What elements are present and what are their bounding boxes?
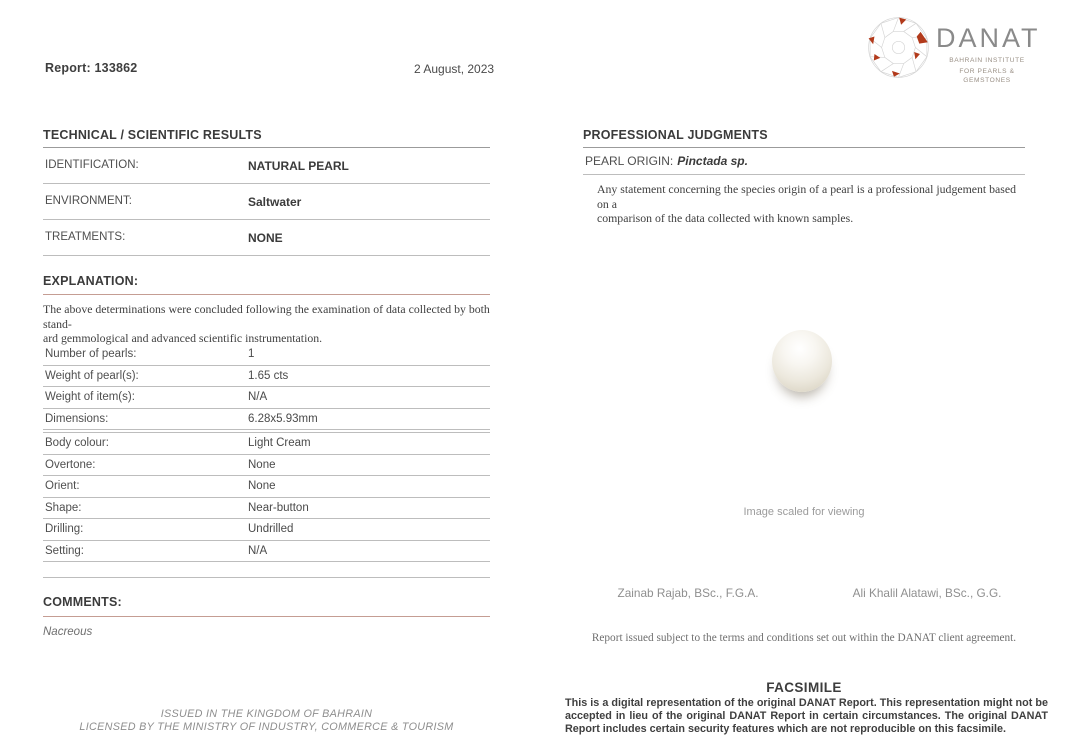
row-value: 1 — [248, 348, 255, 360]
row-label: Orient: — [45, 480, 80, 492]
signature-right: Ali Khalil Alatawi, BSc., G.G. — [852, 586, 1002, 600]
issuer-footnote — [43, 708, 490, 734]
report-number: Report: 133862 — [45, 61, 138, 75]
facsimile-title: FACSIMILE — [766, 680, 842, 695]
professional-judgments-section — [583, 128, 1025, 226]
pearl-origin-value: Pinctada sp. — [677, 154, 748, 168]
row-value: NATURAL PEARL — [248, 159, 349, 173]
pearl-details-primary — [43, 344, 490, 430]
row-value: Near-button — [248, 501, 309, 514]
technical-section-title: TECHNICAL / SCIENTIFIC RESULTS — [43, 128, 262, 142]
divider — [43, 616, 490, 617]
footer-licensed: LICENSED BY THE MINISTRY OF INDUSTRY, COMMERCE & TOURISM — [79, 721, 454, 733]
row-label: Overtone: — [45, 458, 96, 471]
footer-issued: ISSUED IN THE KINGDOM OF BAHRAIN — [160, 708, 373, 720]
row-label: Body colour: — [45, 437, 109, 449]
table-row — [43, 184, 490, 220]
table-row — [43, 519, 490, 541]
row-label: Setting: — [45, 544, 84, 557]
judgment-note — [597, 182, 1025, 226]
table-row — [43, 344, 490, 366]
row-value: None — [248, 458, 276, 471]
pearl-origin-label: PEARL ORIGIN: — [585, 154, 674, 168]
table-row — [43, 387, 490, 409]
row-value: Saltwater — [248, 195, 302, 209]
row-value: N/A — [248, 544, 268, 557]
comments-section — [43, 595, 490, 638]
report-date: 2 August, 2023 — [414, 62, 495, 76]
row-label: Drilling: — [45, 523, 84, 535]
pearl-origin-row — [583, 148, 1025, 175]
row-value: NONE — [248, 231, 283, 245]
judgment-note-line: comparison of the data collected with known samples. — [597, 211, 854, 225]
explanation-line: ard gemmological and advanced scientific instrumentation. — [43, 331, 323, 345]
comments-text: Nacreous — [43, 626, 93, 638]
row-value: 6.28x5.93mm — [248, 412, 318, 425]
logo-subtitle-1: BAHRAIN INSTITUTE — [949, 57, 1025, 64]
terms-text: Report issued subject to the terms and conditions set out within the DANAT client agreement. — [591, 632, 1017, 644]
row-label: TREATMENTS: — [45, 231, 126, 243]
pearl-details-secondary — [43, 432, 490, 562]
divider — [43, 577, 490, 578]
danat-wordmark — [936, 22, 1041, 85]
explanation-title: EXPLANATION: — [43, 274, 139, 288]
table-row — [43, 476, 490, 498]
explanation-line: The above determinations were concluded following the examination of data collected by both stand- — [43, 302, 490, 331]
table-row — [43, 148, 490, 184]
image-caption: Image scaled for viewing — [743, 506, 865, 518]
row-label: Shape: — [45, 501, 82, 514]
pearl-image — [772, 330, 832, 392]
table-row — [43, 498, 490, 520]
row-value: Undrilled — [248, 523, 294, 535]
table-row — [43, 541, 490, 563]
logo-name: DANAT — [936, 23, 1041, 53]
judgment-note-line: Any statement concerning the species origin of a pearl is a professional judgement based on a — [597, 182, 1016, 211]
table-row — [43, 433, 490, 455]
judgments-title: PROFESSIONAL JUDGMENTS — [583, 128, 768, 142]
table-row — [43, 366, 490, 388]
facsimile-text: This is a digital representation of the original DANAT Report. This representation might not be accepted in lieu of the original DANAT Report in certain circumstances. The original DANAT Report includes certain security features which are not reproducible on this facsimile. — [565, 697, 1048, 735]
row-value: Light Cream — [248, 437, 311, 449]
row-label: ENVIRONMENT: — [45, 195, 132, 207]
table-row — [43, 409, 490, 431]
row-value: 1.65 cts — [248, 369, 289, 382]
table-row — [43, 220, 490, 256]
row-label: IDENTIFICATION: — [45, 159, 139, 171]
signature-left: Zainab Rajab, BSc., F.G.A. — [617, 586, 759, 600]
comments-title: COMMENTS: — [43, 595, 122, 609]
row-label: Dimensions: — [45, 412, 109, 425]
explanation-section — [43, 274, 498, 346]
technical-results-section — [43, 128, 490, 256]
row-value: None — [248, 480, 276, 492]
row-label: Number of pearls: — [45, 348, 137, 360]
row-value: N/A — [248, 391, 268, 403]
danat-emblem-icon — [866, 15, 931, 80]
row-label: Weight of pearl(s): — [45, 369, 139, 382]
logo-subtitle-2: FOR PEARLS & GEMSTONES — [959, 68, 1015, 84]
divider — [43, 294, 490, 295]
table-row — [43, 455, 490, 477]
explanation-text — [43, 302, 498, 346]
row-label: Weight of item(s): — [45, 391, 135, 403]
